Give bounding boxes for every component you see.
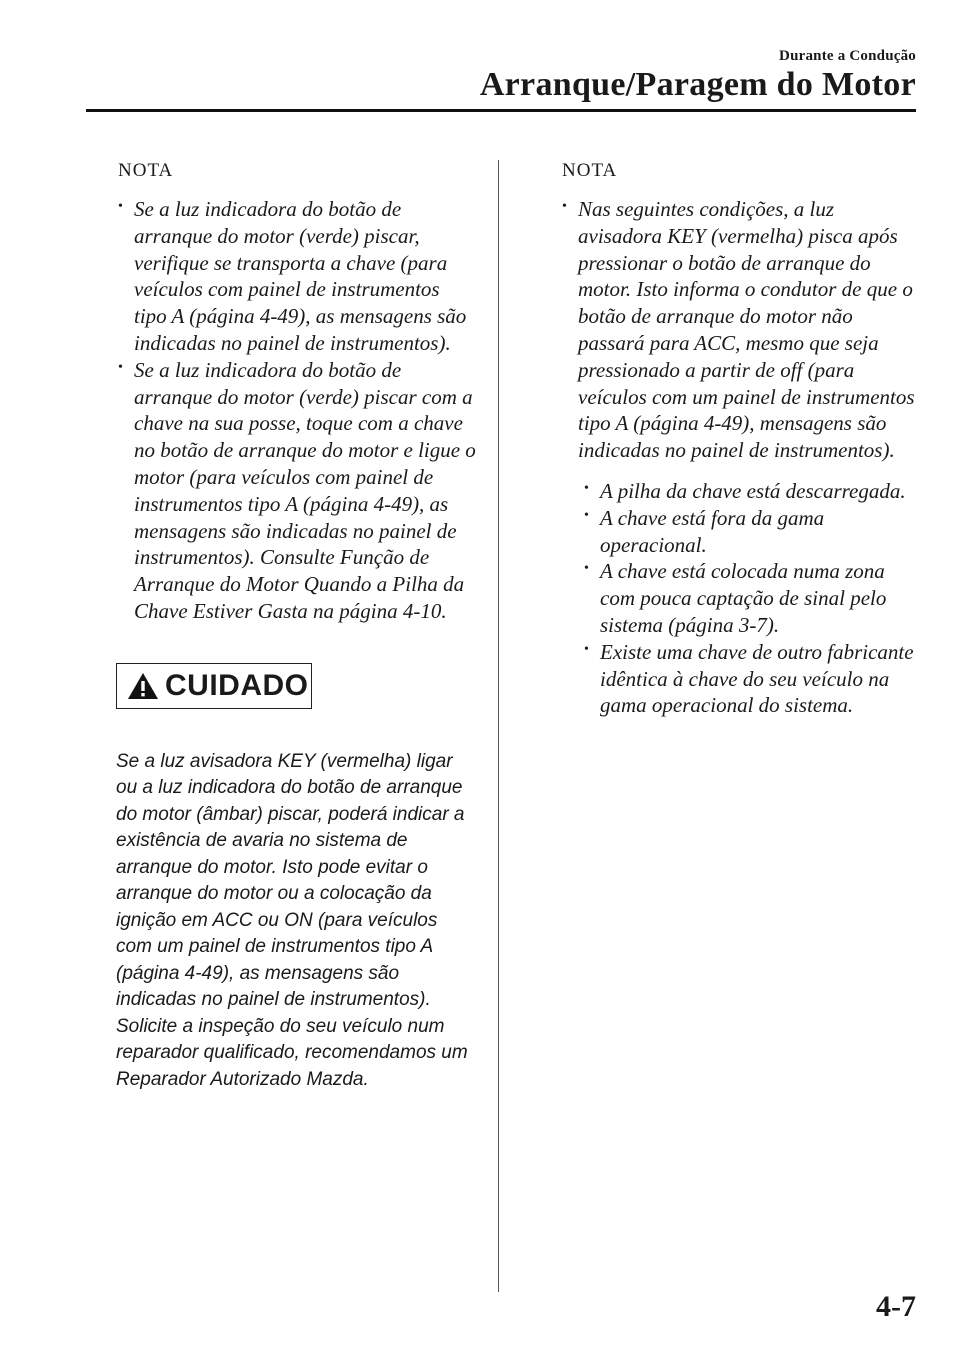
column-divider: [498, 160, 499, 1292]
note-sub-bullets: [560, 478, 920, 719]
page-title: Arranque/Paragem do Motor: [479, 66, 916, 103]
note-title-right: NOTA: [562, 160, 618, 181]
list-item: • Se a luz indicadora do botão de arranque do motor (verde) piscar, verifique se transporta a chave (para veículos com painel de instrumentos tipo A (página 4-49), as mensagens são indicadas no painel de instrumentos).: [116, 196, 476, 357]
note-bullets-right: [560, 196, 920, 464]
list-item: • Se a luz indicadora do botão de arranque do motor (verde) piscar com a chave na sua posse, toque com a chave no botão de arranque do motor e ligue o motor (para veículos com painel de instrumentos tipo A (página 4-49), as mensagens são indicadas no painel de instrumentos). Consulte Função de Arranque do Motor Quando a Pilha da Chave Estiver Gasta na página 4-10.: [116, 357, 476, 625]
list-item: • A chave está colocada numa zona com pouca captação de sinal pelo sistema (página 3-7).: [582, 558, 920, 638]
list-item: • Nas seguintes condições, a luz avisadora KEY (vermelha) pisca após pressionar o botão de arranque do motor. Isto informa o condutor de que o botão de arranque do motor não passará para ACC, mesmo que seja pressionado a partir de off (para veículos com um painel de instrumentos tipo A (página 4-49), mensagens são indicadas no painel de instrumentos).: [560, 196, 920, 464]
header-rule: [86, 109, 916, 112]
caution-box: [116, 663, 312, 709]
right-column: [560, 160, 920, 719]
caution-label: CUIDADO: [165, 668, 309, 702]
list-item: • A pilha da chave está descarregada.: [582, 478, 920, 505]
list-item: • A chave está fora da gama operacional.: [582, 505, 920, 559]
warning-triangle-icon: [127, 671, 159, 701]
caution-text: Se a luz avisadora KEY (vermelha) ligar ou a luz indicadora do botão de arranque do motor (âmbar) piscar, poderá indicar a existência de avaria no sistema de arranque do motor. Isto pode evitar o arranque do motor ou a colocação da ignição em ACC ou ON (para veículos com um painel de instrumentos tipo A (página 4-49), as mensagens são indicadas no painel de instrumentos). Solicite a inspeção do seu veículo num reparador qualificado, recomendamos um Reparador Autorizado Mazda.: [116, 750, 468, 1090]
header-section-label: Durante a Condução: [779, 48, 916, 64]
page-number: 4-7: [876, 1290, 916, 1323]
list-item: • Existe uma chave de outro fabricante idêntica à chave do seu veículo na gama operacional do sistema.: [582, 639, 920, 719]
left-column: [116, 160, 476, 1093]
note-title-left: NOTA: [118, 160, 174, 181]
note-bullets-left: [116, 196, 476, 625]
